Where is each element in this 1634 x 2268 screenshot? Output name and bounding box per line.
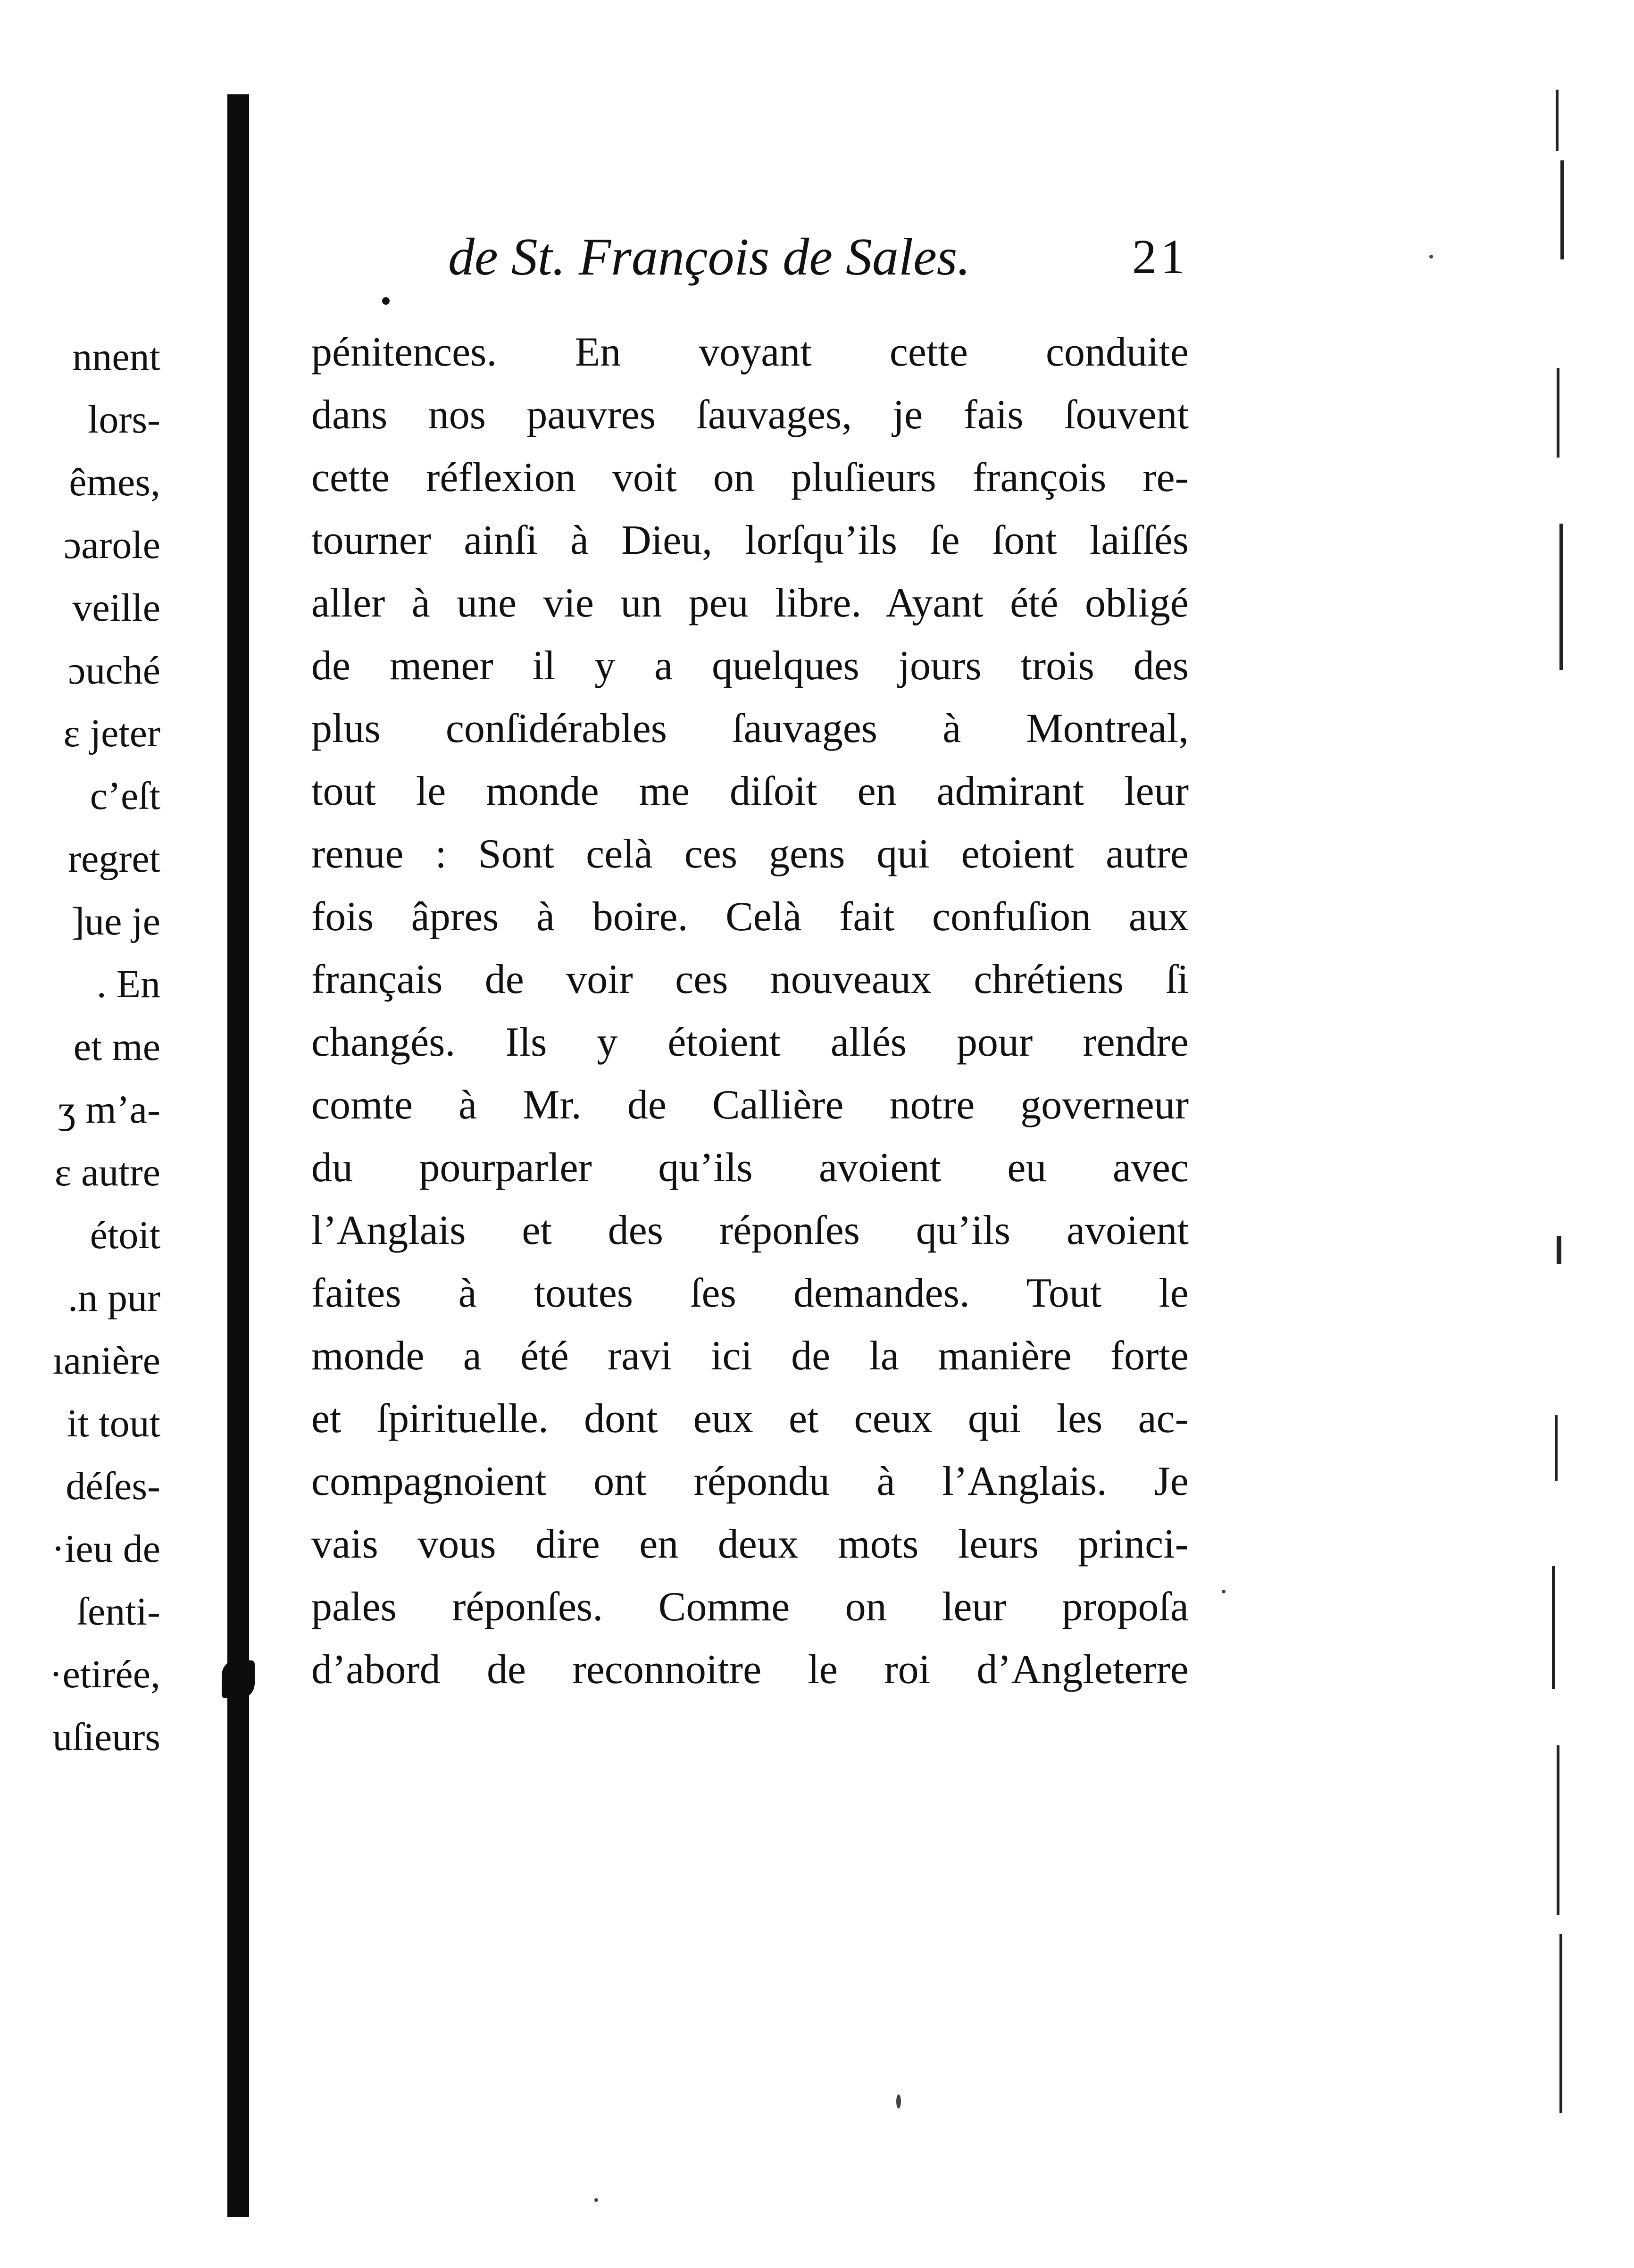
page-number: 21	[1132, 230, 1189, 284]
book-gutter-shadow	[227, 94, 249, 2217]
fragment-line: .n pur	[68, 1276, 160, 1320]
text-line: d’abord de reconnoitre le roi d’Angleterre	[311, 1647, 1189, 1693]
text-line: comte à Mr. de Callière notre governeur	[311, 1082, 1189, 1128]
text-line: l’Anglais et des réponſes qu’ils avoient	[311, 1208, 1189, 1253]
fragment-line: it tout	[67, 1401, 160, 1445]
scan-edge-mark	[1560, 160, 1564, 259]
scan-edge-mark	[1559, 1934, 1562, 2113]
fragment-line: ʒ m’a-	[58, 1088, 160, 1132]
scan-speck	[896, 2094, 901, 2109]
scan-speck	[1222, 1590, 1226, 1593]
text-line: monde a été ravi ici de la manière forte	[311, 1333, 1189, 1379]
scan-edge-mark	[1557, 1745, 1559, 1915]
fragment-line: ɛ jeter	[63, 711, 160, 755]
text-line: cette réflexion voit on pluſieurs françois re-	[311, 455, 1189, 500]
fragment-line: ɔarole	[63, 523, 160, 567]
fragment-line: déſes-	[66, 1464, 160, 1508]
text-line: renue : Sont celà ces gens qui etoient autre	[311, 831, 1189, 877]
fragment-line: c’eſt	[90, 774, 160, 818]
text-line: dans nos pauvres ſauvages, je fais ſouvent	[311, 392, 1189, 438]
scan-edge-mark	[1552, 1566, 1555, 1689]
text-line: faites à toutes ſes demandes. Tout le	[311, 1270, 1189, 1316]
scan-edge-mark	[1557, 1236, 1561, 1264]
fragment-line: ɔuché	[68, 649, 160, 692]
scan-speck	[1429, 255, 1433, 258]
text-line: fois âpres à boire. Celà fait confuſion aux	[311, 894, 1189, 940]
text-line: compagnoient ont répondu à l’Anglais. Je	[311, 1459, 1189, 1504]
scan-edge-mark	[1557, 368, 1559, 458]
fragment-line: ɛ autre	[54, 1151, 160, 1194]
text-line: plus conſidérables ſauvages à Montreal,	[311, 706, 1189, 751]
fragment-line: regret	[68, 837, 160, 881]
body-text	[311, 321, 1189, 1701]
running-head	[311, 222, 1189, 292]
text-line: aller à une vie un peu libre. Ayant été obligé	[311, 580, 1189, 626]
fragment-line: nnent	[72, 335, 160, 379]
fragment-line: uſieurs	[52, 1715, 160, 1759]
fragment-line: ·etirée,	[49, 1652, 160, 1696]
scan-speck	[594, 2198, 598, 2202]
fragment-line: ſenti-	[76, 1590, 160, 1634]
scan-edge-mark	[1556, 90, 1559, 151]
gutter-ink-blot	[222, 1660, 255, 1698]
running-title: de St. François de Sales.	[448, 228, 971, 286]
facing-page-fragment	[19, 325, 160, 1768]
fragment-line: veille	[72, 586, 160, 630]
fragment-line: étoit	[90, 1213, 160, 1257]
fragment-line: êmes,	[69, 460, 160, 504]
text-line: pales réponſes. Comme on leur propoſa	[311, 1584, 1189, 1630]
fragment-line: . En	[96, 962, 160, 1006]
text-line: pénitences. En voyant cette conduite	[311, 329, 1189, 375]
text-line: vais vous dire en deux mots leurs princi-	[311, 1521, 1189, 1567]
fragment-line: lors-	[88, 398, 160, 442]
fragment-line: ]ue je	[71, 900, 160, 943]
text-line: de mener il y a quelques jours trois des	[311, 643, 1189, 689]
text-line: du pourparler qu’ils avoient eu avec	[311, 1145, 1189, 1191]
text-line: français de voir ces nouveaux chrétiens ſi	[311, 957, 1189, 1002]
scan-edge-mark	[1559, 524, 1563, 670]
scan-speck	[382, 297, 390, 305]
fragment-line: et me	[73, 1025, 160, 1069]
text-line: et ſpirituelle. dont eux et ceux qui les ac-	[311, 1396, 1189, 1442]
scan-edge-mark	[1555, 1415, 1558, 1481]
text-line: tourner ainſi à Dieu, lorſqu’ils ſe ſont laiſſés	[311, 517, 1189, 563]
text-line: changés. Ils y étoient allés pour rendre	[311, 1019, 1189, 1065]
fragment-line: ·ieu de	[51, 1527, 160, 1571]
fragment-line: ıanière	[52, 1339, 160, 1383]
text-line: tout le monde me diſoit en admirant leur	[311, 768, 1189, 814]
